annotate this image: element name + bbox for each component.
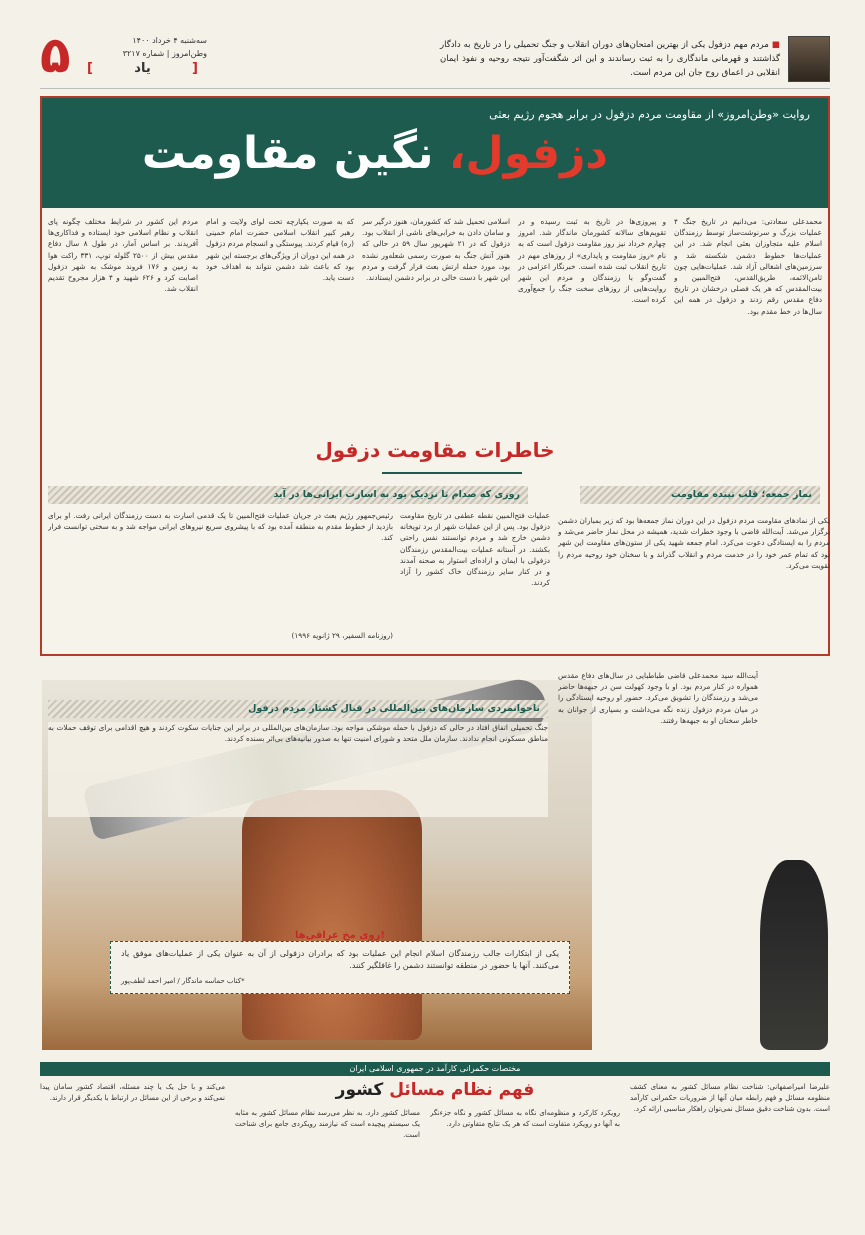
bottom-header: مختصات حکمرانی کارآمد در جمهوری اسلامی ایران [40,1062,830,1076]
quote-box-body [110,941,570,994]
quote-box-tag: روی مخ عراقی‌ها! [295,930,385,941]
leader-quote: ■ مردم مهم دزفول یکی از بهترین امتحان‌های دوران انقلاب و جنگ تحمیلی را در تاریخ به دادگار گذاشتند و قهرمانی ماندگاری را به ثبت رساندند و این اثر شگفت‌آور نتیجه روحیه و نفوذ ایمان انقلابی در اعماق روح جان این مردم است. [440,40,780,78]
friday-prayer-heading: نماز جمعه؛ قلب تپنده مقاومت [580,486,820,504]
page-number: ۵ [40,26,71,84]
section-label: [ یاد ] [95,58,190,80]
captivity-text: رئیس‌جمهور رژیم بعث در جریان عملیات فتح‌المبین تا یک قدمی اسارت به دست رزمندگان ایرانی رفت. او برای بازدید از خطوط مقدم به منطقه آمده بود که با پیشروی سریع نیروهای ایرانی مواجه شد و به سختی توانست فرار کند. [48,511,393,543]
martyr-story-text: عملیات فتح‌المبین نقطه عطفی در تاریخ مقاومت دزفول بود. پس از این عملیات شهر از برد توپخانه دشمن خارج شد و مردم توانستند نفس راحتی بکشند. در آستانه عملیات بیت‌المقدس رزمندگان دزفولی با ایمان و اراده‌ای استوار به صحنه آمدند و در کنار سایر رزمندگان خاک کشور را آزاد کردند. [400,511,550,588]
bottom-column-1: علیرضا امیراصفهانی: شناخت نظام مسائل کشور به معنای کشف منظومه مسائل و فهم رابطه میان آنها از ضروریات حکمرانی کارآمد است. بدون شناخت دقیق مسائل نمی‌توان راهکار مناسبی ارائه کرد. [630,1083,830,1113]
header-divider [40,88,830,89]
international-heading: ناجوانمردی سازمان‌های بین‌المللی در قبال کشتار مردم دزفول [48,700,548,718]
captivity-source: (روزنامه السفیر، ۲۹ ژانویه ۱۹۹۶) [291,631,393,640]
leader-portrait-image [788,36,830,82]
bottom-column-3: مسائل کشور دارد. به نظر می‌رسد نظام مسائل کشور به مثابه یک سیستم پیچیده است که نیازمند رویکردی جامع برای شناخت است. [235,1109,420,1139]
leader-quote-text: مردم مهم دزفول یکی از بهترین امتحان‌های دوران انقلاب و جنگ تحمیلی را در تاریخ به دادگار گذاشتند و قهرمانی ماندگاری را به ثبت رساندند و این اثر شگفت‌آور نتیجه روحیه و نفوذ ایمان انقلابی در اعماق روح جان این مردم است. [440,40,780,78]
friday-prayer-text: یکی از نمادهای مقاومت مردم دزفول در این دوران نماز جمعه‌ها بود که زیر بمباران دشمن برگزار می‌شد. آیت‌الله قاضی با وجود خطرات شدید، همیشه در محل نماز حاضر می‌شد و مردم را به ایستادگی دعوت می‌کرد. امام جمعه شهید یکی از ستون‌های مقاومت این شهر بود که تمام عمر خود را در خدمت مردم و انقلاب گذراند و با سخنان خود روحیه مردم را تقویت می‌کرد. [558,516,830,570]
memories-title-underline [382,472,522,474]
bottom-column-2: رویکرد کارکرد و منظومه‌ای نگاه به مسائل کشور و نگاه جزءنگر به آنها دو رویکرد متفاوت است که هر یک نتایج متفاوتی دارد. [430,1109,620,1128]
article-title [142,128,608,179]
bottom-title-black: کشور [335,1080,384,1100]
title-red: دزفول، [448,128,608,179]
international-text: جنگ تحمیلی اتفاق افتاد در حالی که دزفول با حمله موشکی مواجه بود. سازمان‌های بین‌المللی در برابر این جنایات سکوت کردند و هیچ اقدامی برای توقف حملات به مناطق مسکونی انجام ندادند. سازمان ملل متحد و شورای امنیت تنها به صدور بیانیه‌های بی‌اثر بسنده کردند. [48,722,548,817]
bottom-title-red: فهم نظام مسائل [389,1080,535,1100]
bottom-title [330,1080,540,1100]
article-kicker: روایت «وطن‌امروز» از مقاومت مردم دزفول در برابر هجوم رژیم بعثی [489,108,810,121]
title-white: نگین مقاومت [141,128,434,179]
article-column-4: که به صورت یکپارچه تحت لوای ولایت و امام رهبر کبیر انقلاب اسلامی حضرت امام خمینی (ره) قیام کردند. پیوستگی و انسجام مردم دزفول در همه این دوران از ویژگی‌های برجسته این شهر بود که باعث شد دشمن نتواند به اهداف خود دست یابد. [206,217,354,283]
article-column-5: مردم این کشور در شرایط مختلف چگونه پای انقلاب و نظام اسلامی خود ایستاده و فداکاری‌ها آفریدند. بر اساس آمار، در طول ۸ سال دفاع مقدس بیش از ۲۵۰۰ گلوله توپ، ۳۳۱ راکت هوا به زمین و ۱۷۶ فروند موشک به شهر دزفول اصابت کرد و ۶۲۶ شهید و ۴ هزار مجروح تقدیم انقلاب شد. [48,217,198,294]
quote-box-text: یکی از ابتکارات جالب رزمندگان اسلام انجام این عملیات بود که برادران دزفولی از آن به عنوان یکی از عملیات‌های موفق یاد می‌کنند. آنها با حضور در منطقه توانستند دشمن را غافلگیر کنند. [121,949,559,970]
article-column-2: و پیروزی‌ها در تاریخ به ثبت رسیده و در تقویم‌های سالانه کشورمان ماندگار شد. امروز چهارم خرداد نیز روز مقاومت دزفول است که به نام «روز مقاومت و پایداری» از روزهای مهم در تاریخ انقلاب ثبت شده است. خبرنگار اعزامی در گفت‌وگو با رزمندگان و مردم این شهر روایت‌هایی از روزهای سخت جنگ را جمع‌آوری کرده است. [518,217,666,305]
quote-box [110,930,570,1020]
date-line: سه‌شنبه ۴ خرداد ۱۴۰۰ [132,36,207,45]
cleric-text: آیت‌الله سید محمدعلی قاضی طباطبایی در سال‌های دفاع مقدس همواره در کنار مردم بود. او با وجود کهولت سن در جبهه‌ها حاضر می‌شد و رزمندگان را تشویق می‌کرد. حضور او روحیه ایستادگی را در میان مردم دزفول زنده نگه می‌داشت و بسیاری از جوانان به خاطر سخنان او به جبهه‌ها رفتند. [558,671,758,725]
article-column-3: اسلامی تحمیل شد که کشورمان، هنوز درگیر سر و سامان دادن به خرابی‌های ناشی از انقلاب بود. دزفول که در ۲۱ شهریور سال ۵۹ در حالی که هنوز آتش جنگ به صورت رسمی شعله‌ور نشده بود، مورد حمله ارتش بعث قرار گرفت و مردم این شهر با دست خالی در برابر دشمن ایستادند. [362,217,510,283]
quote-box-source: *کتاب حماسه ماندگار / امیر احمد لطف‌پور [121,977,245,985]
masthead [0,0,865,92]
captivity-heading: روزی که صدام تا نزدیک بود به اسارت ایرانی‌ها در آید [48,486,528,504]
date-block [92,34,207,60]
article-column-1: محمدعلی سعادتی: می‌دانیم در تاریخ جنگ ۴ عملیات بزرگ و سرنوشت‌ساز توسط رزمندگان اسلام علیه متجاوزان بعثی انجام شد. در این عملیات‌ها خطوط دشمن شکسته شد و سرزمین‌های اشغالی آزاد شد. عملیات‌هایی چون ثامن‌الائمه، طریق‌القدس، فتح‌المبین و بیت‌المقدس که هر یک فصلی درخشان در تاریخ دفاع مقدس رقم زدند و دزفول در همه این سال‌ها در خط مقدم بود. [674,217,822,316]
cleric-photo [760,860,828,1050]
memories-title: خاطرات مقاومت دزفول [315,438,555,462]
title-band [42,98,828,208]
bottom-column-4: می‌کند و با حل یک یا چند مسئله، اقتصاد کشور سامان پیدا نمی‌کند و برخی از این مسائل در ارتباط با یکدیگر قرار دارند. [40,1083,225,1102]
issue-line: وطن‌امروز | شماره ۳۲۱۷ [122,49,207,58]
